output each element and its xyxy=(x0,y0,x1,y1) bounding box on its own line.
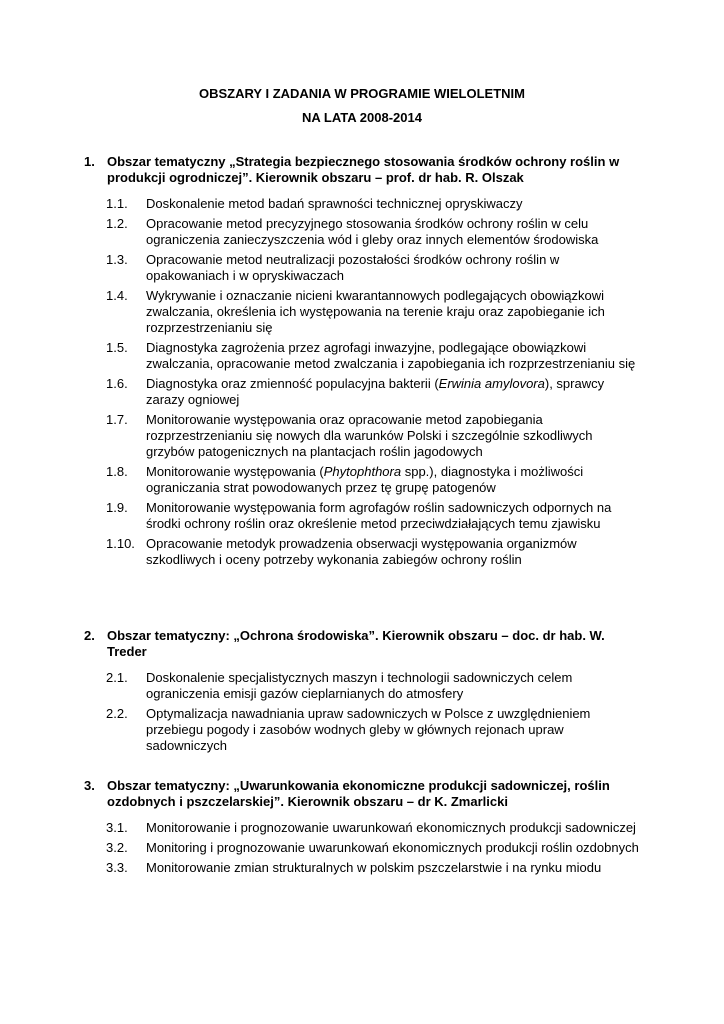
list-item xyxy=(84,500,644,532)
list-item xyxy=(84,670,644,702)
list-item xyxy=(84,820,644,836)
section-items xyxy=(84,196,644,568)
section-heading xyxy=(84,154,644,186)
item-number: 1.2. xyxy=(106,216,128,231)
item-number: 1.6. xyxy=(106,376,128,391)
item-text: Wykrywanie i oznaczanie nicieni kwarantannowych podlegających obowiązkowi zwalczania, określenia ich występowania na terenie kraju oraz zapobieganie ich rozprzestrzenianiu się xyxy=(146,288,605,335)
item-number: 1.1. xyxy=(106,196,128,211)
item-text: Monitoring i prognozowanie uwarunkowań ekonomicznych produkcji roślin ozdobnych xyxy=(146,840,639,855)
section-1 xyxy=(84,154,644,568)
section-title: Obszar tematyczny: „Ochrona środowiska”. Kierownik obszaru – doc. dr hab. W. Treder xyxy=(107,628,605,659)
list-item xyxy=(84,412,644,460)
document-title-line-1: OBSZARY I ZADANIA W PROGRAMIE WIELOLETNIM xyxy=(199,86,525,101)
item-text: Monitorowanie występowania oraz opracowanie metod zapobiegania rozprzestrzenianiu się nowych dla warunków Polski i szczególnie szkodliwych grzybów patogenicznych na plantacjach roślin jagodowych xyxy=(146,412,593,459)
section-title: Obszar tematyczny „Strategia bezpiecznego stosowania środków ochrony roślin w produkcji ogrodniczej”. Kierownik obszaru – prof. dr hab. R. Olszak xyxy=(107,154,620,185)
item-text: Opracowanie metod precyzyjnego stosowania środków ochrony roślin w celu ograniczenia zanieczyszczenia wód i gleby oraz innych elementów środowiska xyxy=(146,216,599,247)
item-text: Monitorowanie i prognozowanie uwarunkowań ekonomicznych produkcji sadowniczej xyxy=(146,820,636,835)
section-title: Obszar tematyczny: „Uwarunkowania ekonomiczne produkcji sadowniczej, roślin ozdobnych i pszczelarskiej”. Kierownik obszaru – dr K. Zmarlicki xyxy=(107,778,610,809)
item-text: Opracowanie metod neutralizacji pozostałości środków ochrony roślin w opakowaniach i w opryskiwaczach xyxy=(146,252,560,283)
list-item xyxy=(84,340,644,372)
item-number: 1.5. xyxy=(106,340,128,355)
item-number: 1.10. xyxy=(106,536,135,551)
section-number: 3. xyxy=(84,778,95,793)
item-text-part: ), sprawcy zarazy ogniowej xyxy=(146,376,605,407)
section-heading xyxy=(84,778,644,810)
item-text: Monitorowanie występowania form agrofagów roślin sadowniczych odpornych na środki ochrony roślin oraz określenie metod przeciwdziałających temu zjawisku xyxy=(146,500,612,531)
list-item xyxy=(84,464,644,496)
list-item xyxy=(84,288,644,336)
list-item xyxy=(84,252,644,284)
item-text: Doskonalenie metod badań sprawności technicznej opryskiwaczy xyxy=(146,196,523,211)
species-name: Erwinia amylovora xyxy=(438,376,545,391)
item-text: Opracowanie metodyk prowadzenia obserwacji występowania organizmów szkodliwych i oceny potrzeby wykonania zabiegów ochrony roślin xyxy=(146,536,577,567)
item-text: Diagnostyka zagrożenia przez agrofagi inwazyjne, podlegające obowiązkowi zwalczania, opracowanie metod zwalczania i zapobiegania ich rozprzestrzenianiu się xyxy=(146,340,636,371)
item-text: Monitorowanie zmian strukturalnych w polskim pszczelarstwie i na rynku miodu xyxy=(146,860,602,875)
list-item xyxy=(84,840,644,856)
item-number: 1.3. xyxy=(106,252,128,267)
item-number: 3.2. xyxy=(106,840,128,855)
section-number: 2. xyxy=(84,628,95,643)
section-heading xyxy=(84,628,644,660)
species-name: Phytophthora xyxy=(323,464,402,479)
item-text: Optymalizacja nawadniania upraw sadowniczych w Polsce z uwzględnieniem przebiegu pogody i zasobów wodnych gleby w głównych rejonach upraw sadowniczych xyxy=(146,706,591,753)
item-number: 2.2. xyxy=(106,706,128,721)
list-item xyxy=(84,376,644,408)
section-number: 1. xyxy=(84,154,95,169)
list-item xyxy=(84,860,644,876)
item-number: 3.3. xyxy=(106,860,128,875)
list-item xyxy=(84,536,644,568)
item-number: 2.1. xyxy=(106,670,128,685)
section-items xyxy=(84,820,644,876)
document-title-line-2: NA LATA 2008-2014 xyxy=(302,110,422,125)
section-2 xyxy=(84,628,644,754)
item-text-part: Diagnostyka oraz zmienność populacyjna bakterii ( xyxy=(146,376,439,391)
item-text-part: Monitorowanie występowania ( xyxy=(146,464,324,479)
section-3 xyxy=(84,778,644,876)
item-number: 1.9. xyxy=(106,500,128,515)
item-text xyxy=(146,376,644,408)
item-text-part: spp.), diagnostyka i możliwości ograniczania strat powodowanych przez tę grupę patogenów xyxy=(146,464,584,495)
item-text: Doskonalenie specjalistycznych maszyn i technologii sadowniczych celem ograniczenia emisji gazów cieplarnianych do atmosfery xyxy=(146,670,573,701)
list-item xyxy=(84,216,644,248)
item-number: 1.8. xyxy=(106,464,128,479)
list-item xyxy=(84,196,644,212)
item-number: 1.7. xyxy=(106,412,128,427)
item-number: 3.1. xyxy=(106,820,128,835)
list-item xyxy=(84,706,644,754)
item-number: 1.4. xyxy=(106,288,128,303)
section-items xyxy=(84,670,644,754)
item-text xyxy=(146,464,644,496)
